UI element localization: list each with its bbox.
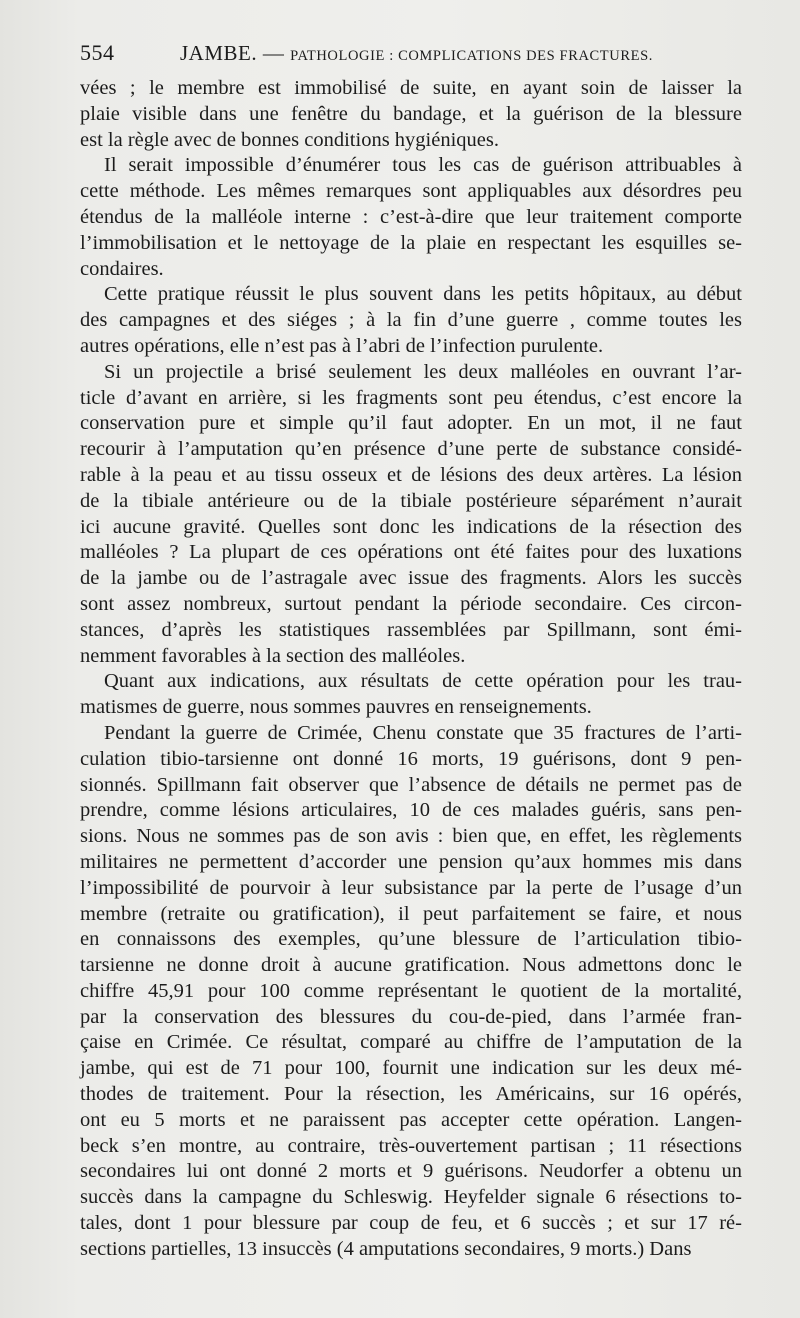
text-line: çaise en Crimée. Ce résultat, comparé au chiffre de l’amputation de la [80,1031,742,1054]
text-line: tales, dont 1 pour blessure par coup de feu, et 6 succès ; et sur 17 ré- [80,1212,742,1235]
text-line: par la conservation des blessures du cou-de-pied, dans l’armée fran- [80,1005,742,1028]
body-text [80,76,742,1263]
text-line: succès dans la campagne du Schleswig. Heyfelder signale 6 résections to- [80,1186,742,1209]
text-line: Cette pratique réussit le plus souvent dans les petits hôpitaux, au début [104,283,742,306]
text-line: cette méthode. Les mêmes remarques sont appliquables aux désordres peu [80,180,742,203]
text-line: autres opérations, elle n’est pas à l’abri de l’infection purulente. [80,334,604,357]
text-line: l’impossibilité de pourvoir à leur subsistance par la perte de l’usage d’un [80,876,742,899]
text-line: sionnés. Spillmann fait observer que l’absence de détails ne permet pas de [80,773,742,796]
text-line: de la jambe ou de l’astragale avec issue des fragments. Alors les succès [80,567,742,590]
text-line: ici aucune gravité. Quelles sont donc les indications de la résection des [80,515,742,538]
text-line: condaires. [80,257,164,280]
text-line: ticle d’avant en arrière, si les fragments sont peu étendus, c’est encore la [80,386,742,409]
text-line: beck s’en montre, au contraire, très-ouvertement partisan ; 11 résections [80,1134,742,1157]
text-line: ont eu 5 morts et ne paraissent pas accepter cette opération. Langen- [80,1108,742,1131]
text-line: matismes de guerre, nous sommes pauvres en renseignements. [80,696,592,719]
text-line: prendre, comme lésions articulaires, 10 de ces malades guéris, sans pen- [80,799,742,822]
paragraph [80,153,742,282]
text-line: sections partielles, 13 insuccès (4 amputations secondaires, 9 morts.) Dans [80,1237,692,1260]
text-line: l’immobilisation et le nettoyage de la plaie en respectant les esquilles se- [80,231,742,254]
text-line: Il serait impossible d’énumérer tous les cas de guérison attribuables à [104,154,742,177]
text-line: membre (retraite ou gratification), il peut parfaitement se faire, et nous [80,902,742,925]
page-number: 554 [80,40,115,65]
text-line: recourir à l’amputation qu’en présence d’une perte de substance considé- [80,438,742,461]
running-title-dash: — [262,41,285,65]
paragraph [80,721,742,1263]
text-line: Quant aux indications, aux résultats de cette opération pour les trau- [104,670,742,693]
paragraph [80,76,742,153]
text-line: culation tibio-tarsienne ont donné 16 morts, 19 guérisons, dont 9 pen- [80,747,742,770]
text-line: conservation pure et simple qu’il faut adopter. En un mot, il ne faut [80,412,742,435]
running-header [80,40,742,76]
text-line: thodes de traitement. Pour la résection, les Américains, sur 16 opérés, [80,1083,742,1106]
text-line: nemment favorables à la section des malléoles. [80,644,466,667]
text-line: stances, d’après les statistiques rassemblées par Spillmann, sont émi- [80,618,742,641]
text-line: jambe, qui est de 71 pour 100, fournit une indication sur les deux mé- [80,1057,742,1080]
text-line: rable à la peau et au tissu osseux et de lésions des deux artères. La lésion [80,463,742,486]
text-line: sont assez nombreux, surtout pendant la période secondaire. Ces circon- [80,592,742,615]
text-line: malléoles ? La plupart de ces opérations ont été faites pour des luxations [80,541,742,564]
text-line: de la tibiale antérieure ou de la tibiale postérieure séparément n’aurait [80,489,742,512]
text-line: des campagnes et des siéges ; à la fin d’une guerre , comme toutes les [80,309,742,332]
paragraph [80,360,742,670]
text-line: Pendant la guerre de Crimée, Chenu constate que 35 fractures de l’arti- [104,721,742,744]
text-line: chiffre 45,91 pour 100 comme représentant le quotient de la mortalité, [80,979,742,1002]
text-line: tarsienne ne donne droit à aucune gratification. Nous admettons donc le [80,954,742,977]
text-line: Si un projectile a brisé seulement les deux malléoles en ouvrant l’ar- [104,360,742,383]
paragraph [80,282,742,359]
paragraph [80,669,742,721]
running-title [180,41,653,66]
running-title-sub: PATHOLOGIE : COMPLICATIONS DES FRACTURES. [290,48,653,64]
text-line: militaires ne permettent d’accorder une pension qu’aux hommes mis dans [80,850,742,873]
text-line: sions. Nous ne sommes pas de son avis : bien que, en effet, les règlements [80,825,742,848]
text-line: étendus de la malléole interne : c’est-à-dire que leur traitement comporte [80,205,742,228]
text-line: plaie visible dans une fenêtre du bandage, et la guérison de la blessure [80,102,742,125]
text-line: vées ; le membre est immobilisé de suite, en ayant soin de laisser la [80,77,742,99]
text-line: est la règle avec de bonnes conditions hygiéniques. [80,128,499,151]
running-title-main: JAMBE. [180,41,258,65]
text-line: en connaissons des exemples, qu’une blessure de l’articulation tibio- [80,928,742,951]
text-line: secondaires lui ont donné 2 morts et 9 guérisons. Neudorfer a obtenu un [80,1160,742,1183]
